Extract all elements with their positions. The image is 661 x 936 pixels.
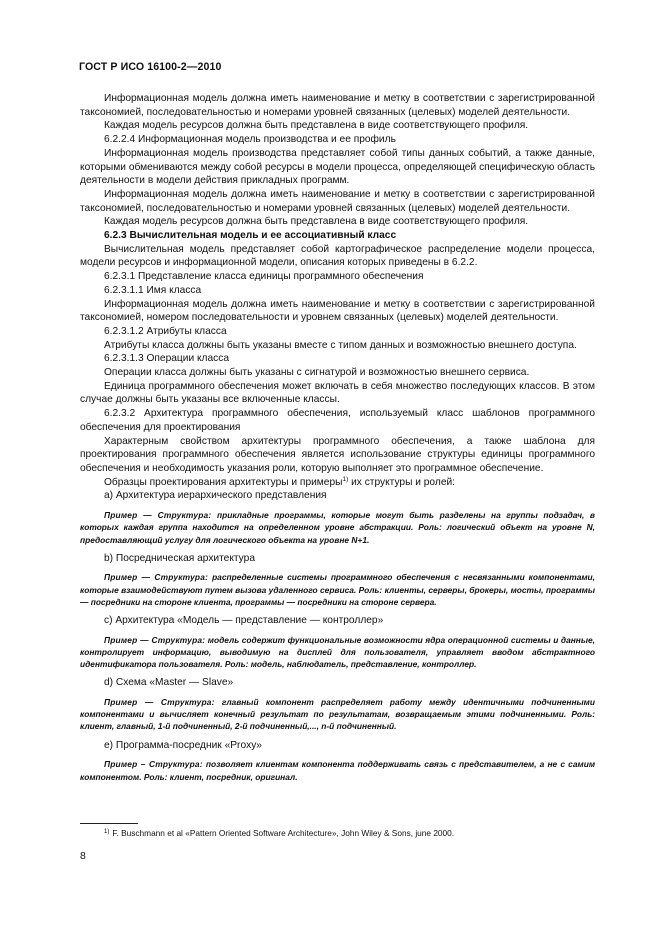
paragraph: Атрибуты класса должны быть указаны вместе с типом данных и возможностью внешнего доступа. [104, 339, 577, 351]
example-note [80, 509, 595, 546]
paragraph: Информационная модель должна иметь наименование и метку в соответствии с зарегистрированной таксономией, номером последовательности и уровнем связанных (целевых) моделей деятельности. [80, 298, 595, 324]
paragraph: a) Архитектура иерархического представления [104, 490, 327, 502]
paragraph: Информационная модель производства представляет собой типы данных событий, а также данные, которыми обмениваются между собой ресурсы в модели процесса, определяющей специфическую область деятельности в модели действия прикладных программ. [80, 147, 595, 187]
page-number: 8 [80, 850, 86, 862]
paragraph: 6.2.3.1.2 Атрибуты класса [104, 325, 227, 337]
paragraph: 6.2.3.1.3 Операции класса [104, 353, 230, 365]
example-text: главный компонент распределяет работу между идентичными подчиненными компонентами и вычисляет конечный результат по результатам, возвращаемым этими подчиненными. Роль: клиент, главный, 1-й подчиненный, 2-й подчиненный,..., n-й подчиненный. [80, 697, 595, 732]
document-body [80, 92, 595, 789]
paragraph: 6.2.3.1 Представление класса единицы программного обеспечения [104, 271, 424, 283]
paragraph: Вычислительная модель представляет собой картографическое распределение модели процесса, модели ресурсов и информационной модели, описания которых приведены в 6.2.2. [80, 243, 595, 269]
example-note [80, 758, 595, 782]
paragraph: Характерным свойством архитектуры программного обеспечения, а также шаблона для проектирования программного обеспечения является использование структуры единицы программного обеспечения и необходимость указания роли, которую выполняет это программное обеспечение. [80, 435, 595, 474]
paragraph: Информационная модель должна иметь наименование и метку в соответствии с зарегистрированной таксономией, последовательностью и номерами уровней связанных (целевых) моделей деятельности. [80, 188, 595, 214]
example-lead: Пример — Структура: [104, 510, 212, 521]
paragraph: Информационная модель должна иметь наименование и метку в соответствии с зарегистрированной таксономией, последовательностью и номерами уровней связанных (целевых) моделей деятельности. [80, 93, 595, 118]
paragraph: Каждая модель ресурсов должна быть представлена в виде соответствующего профиля. [104, 120, 529, 132]
example-lead: Пример – Структура: [104, 759, 203, 770]
paragraph-text: их структуры и ролей: [348, 476, 456, 488]
paragraph-text: Образцы проектирования архитектуры и примеры [104, 476, 343, 488]
footnote-text: F. Buschmann et al «Pattern Oriented Software Architecture», John Wiley & Sons, june 2000. [112, 828, 455, 838]
example-text: модель содержит функциональные возможности ядра операционной системы и данные, контролирует информацию, выводимую на дисплей для пользователя, управляет вводом абстрактного идентификатора пользователя. Роль: модель, наблюдатель, представление, контроллер. [80, 634, 595, 670]
example-note [80, 634, 595, 671]
paragraph: d) Схема «Master — Slave» [104, 677, 234, 689]
paragraph: Операции класса должны быть указаны с сигнатурой и возможностью внешнего сервиса. [104, 367, 530, 379]
example-text: прикладные программы, которые могут быть разделены на группы подзадач, в которых каждая группа находится на определенном уровне абстракции. Роль: логический объект на уровне N, предоставляющий услугу для логического объекта на уровне N+1. [80, 510, 595, 545]
footnote-divider [80, 823, 138, 824]
paragraph: 6.2.3.2 Архитектура программного обеспечения, используемый класс шаблонов программного обеспечения для проектирования [80, 408, 595, 433]
paragraph: c) Архитектура «Модель — представление — контроллер» [104, 615, 384, 627]
example-note [80, 571, 595, 608]
example-lead: Пример — Структура: [104, 634, 206, 645]
example-text: распределенные системы программного обеспечения с несвязанными компонентами, которые взаимодействуют путем вызова удаленного сервиса. Роль: клиенты, серверы, брокеры, мосты, программы — посредники на стороне клиента, программы — посредники на стороне сервера. [80, 572, 595, 607]
footnote-mark: 1) [104, 829, 110, 835]
example-lead: Пример — Структура: [104, 572, 209, 583]
section-heading: 6.2.3 Вычислительная модель и ее ассоциативный класс [104, 230, 397, 242]
paragraph: Единица программного обеспечения может включать в себя множество последующих классов. В этом случае должны быть указаны все включенные классы. [80, 380, 595, 406]
footnote [104, 828, 454, 838]
paragraph: e) Программа-посредник «Proxy» [104, 739, 262, 751]
paragraph: Каждая модель ресурсов должна быть представлена в виде соответствующего профиля. [104, 216, 529, 228]
paragraph: 6.2.3.1.1 Имя класса [104, 284, 202, 296]
paragraph: b) Посредническая архитектура [104, 552, 255, 564]
document-header: ГОСТ Р ИСО 16100-2—2010 [79, 61, 222, 73]
example-note [80, 696, 595, 733]
example-lead: Пример — Структура: [104, 697, 215, 708]
footnote-ref: 1) [342, 475, 349, 483]
example-text: позволяет клиентам компонента поддерживать связь с представителем, а не с самим компонентом. Роль: клиент, посредник, оригинал. [80, 759, 596, 782]
paragraph-with-footnote [80, 476, 595, 490]
paragraph: 6.2.2.4 Информационная модель производства и ее профиль [104, 134, 396, 146]
